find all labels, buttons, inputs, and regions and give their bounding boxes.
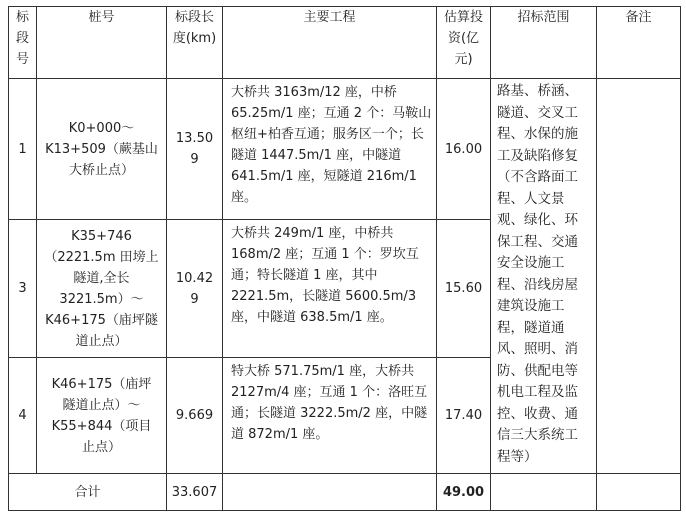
section-length: 9.669	[167, 358, 223, 474]
total-investment: 49.00	[437, 474, 491, 511]
investment-value: 16.00	[437, 79, 491, 220]
main-works: 大桥共 3163m/12 座，中桥 65.25m/1 座；互通 2 个：马鞍山枢纽+柏香互通；服务区一个；长隧道 1447.5m/1 座，中隧道 641.5m/1 座，短隧道 216m/1 座。	[223, 79, 437, 220]
section-length: 10.429	[167, 220, 223, 358]
total-label: 合计	[9, 474, 167, 511]
section-no: 1	[9, 79, 37, 220]
pile-no: K0+000～K13+509（蕨基山大桥止点）	[37, 79, 167, 220]
table-row	[9, 79, 681, 220]
main-works: 大桥共 249m/1 座，中桥共 168m/2 座；互通 1 个：罗坎互通；特长隧道 1 座，其中 2221.5m，长隧道 5600.5m/3 座，中隧道 638.5m/1 座。	[223, 220, 437, 358]
header-length: 标段长度(km)	[167, 7, 223, 79]
total-length: 33.607	[167, 474, 223, 511]
investment-value: 17.40	[437, 358, 491, 474]
pile-no: K46+175（庙坪隧道止点）～K55+844（项目止点）	[37, 358, 167, 474]
pile-no: K35+746（2221.5m 田塝上隧道,全长 3221.5m）～K46+175（庙坪隧道止点）	[37, 220, 167, 358]
total-works-empty	[223, 474, 437, 511]
remarks-cell	[597, 79, 681, 474]
total-remarks-empty	[597, 474, 681, 511]
section-no: 4	[9, 358, 37, 474]
total-scope-empty	[491, 474, 597, 511]
header-main-works: 主要工程	[223, 7, 437, 79]
header-section-no: 标段号	[9, 7, 37, 79]
investment-value: 15.60	[437, 220, 491, 358]
total-row	[9, 474, 681, 511]
header-investment: 估算投资(亿元)	[437, 7, 491, 79]
bid-scope: 路基、桥涵、隧道、交叉工程、水保的施工及缺陷修复（不含路面工程、人文景观、绿化、环保工程、交通安全设施工程、沿线房屋建筑设施工程，隧道通风、照明、消防、供配电等机电工程及监控、收费、通信三大系统工程等）	[491, 79, 597, 474]
section-length: 13.509	[167, 79, 223, 220]
section-no: 3	[9, 220, 37, 358]
bid-sections-table	[8, 6, 681, 511]
main-works: 特大桥 571.75m/1 座，大桥共 2127m/4 座；互通 1 个：洛旺互通；长隧道 3222.5m/2 座，中隧道 872m/1 座。	[223, 358, 437, 474]
header-pile-no: 桩号	[37, 7, 167, 79]
header-remarks: 备注	[597, 7, 681, 79]
header-row	[9, 7, 681, 79]
header-bid-scope: 招标范围	[491, 7, 597, 79]
